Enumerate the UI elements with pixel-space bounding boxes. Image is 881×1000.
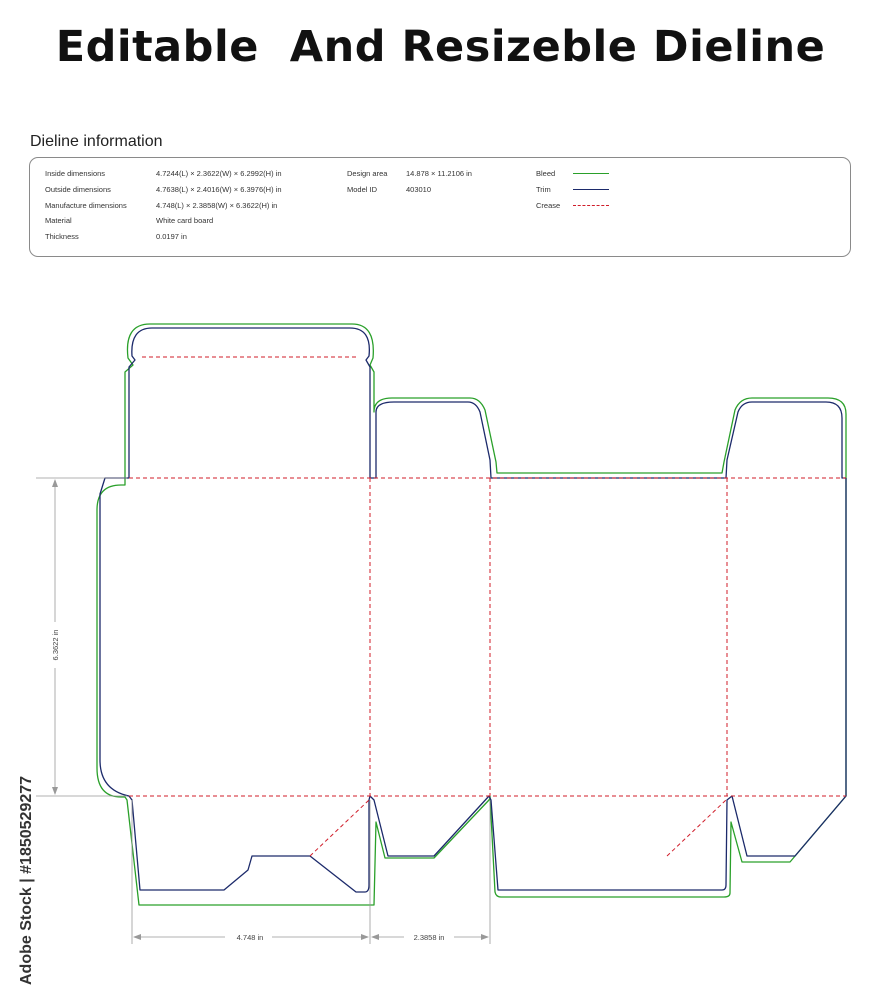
info-value-outside: 4.7638(L) × 2.4016(W) × 6.3976(H) in <box>156 185 282 194</box>
info-label-inside: Inside dimensions <box>45 169 106 178</box>
info-value-material: White card board <box>156 216 214 225</box>
info-label-thickness: Thickness <box>45 232 79 241</box>
page-title: Editable And Resizeble Dieline <box>55 22 826 72</box>
info-value-thickness: 0.0197 in <box>156 232 187 241</box>
height-dimension-label: 6.3622 in <box>51 629 60 661</box>
info-value-manufacture: 4.748(L) × 2.3858(W) × 6.3622(H) in <box>156 201 278 210</box>
stock-watermark-text: Adobe Stock | #1850529277 <box>18 775 35 985</box>
model-id-label: Model ID <box>347 185 378 194</box>
length-dimension-label: 4.748 in <box>236 933 264 942</box>
info-label-outside: Outside dimensions <box>45 185 111 194</box>
info-heading: Dieline information <box>30 133 163 150</box>
legend-trim-label: Trim <box>536 185 551 194</box>
width-dimension-label: 2.3858 in <box>413 933 445 942</box>
design-area-value: 14.878 × 11.2106 in <box>406 169 472 178</box>
bleed-outline <box>97 324 846 905</box>
info-label-manufacture: Manufacture dimensions <box>45 201 127 210</box>
model-id-value: 403010 <box>406 185 432 194</box>
info-value-inside: 4.7244(L) × 2.3622(W) × 6.2992(H) in <box>156 169 282 178</box>
legend-bleed-label: Bleed <box>536 169 556 178</box>
design-area-label: Design area <box>347 169 388 178</box>
height-dimension <box>36 478 127 796</box>
legend-crease-label: Crease <box>536 201 561 210</box>
length-dimension <box>132 800 490 944</box>
crease-lines <box>129 357 846 856</box>
stock-watermark <box>8 755 35 985</box>
info-label-material: Material <box>45 216 72 225</box>
